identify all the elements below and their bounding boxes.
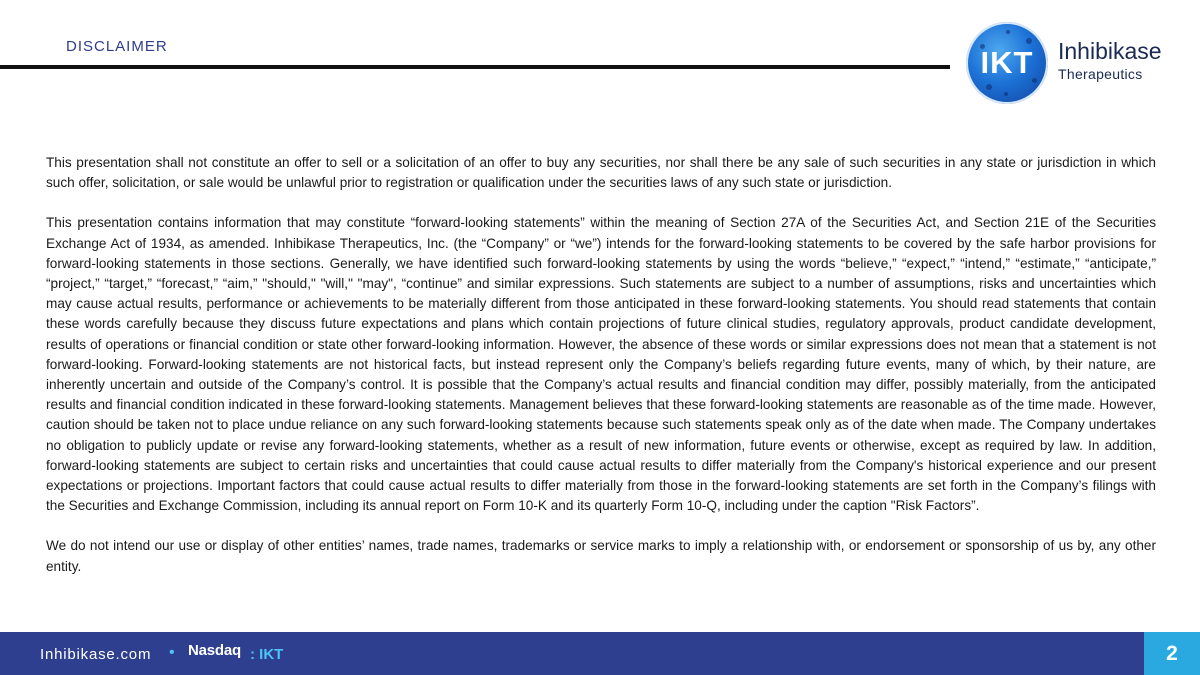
disclaimer-body <box>46 153 1156 597</box>
footer-bullet-icon: • <box>169 644 175 661</box>
footer-bar <box>0 632 1200 675</box>
logo-company-name: Inhibikase <box>1058 38 1162 64</box>
header-divider <box>0 65 950 69</box>
footer-exchange-logo: Nasdaq <box>188 642 241 659</box>
page-title: DISCLAIMER <box>66 38 168 55</box>
logo-company-subtitle: Therapeutics <box>1058 66 1143 82</box>
footer-website: Inhibikase.com <box>40 646 152 663</box>
page-number-badge: 2 <box>1144 632 1200 675</box>
company-logo <box>966 22 1166 104</box>
disclaimer-paragraph-trademarks: We do not intend our use or display of other entities’ names, trade names, trademarks or service marks to imply a relationship with, or endorsement or sponsorship of us by, any other entity. <box>46 538 1156 574</box>
logo-mark: IKT <box>980 45 1034 80</box>
footer-ticker: : IKT <box>250 646 284 663</box>
disclaimer-paragraph-forward-looking: This presentation contains information that may constitute “forward-looking statements” within the meaning of Section 27A of the Securities Act, and Section 21E of the Securities Exchange Act of 1934, as amended. Inhibikase Therapeutics, Inc. (the “Company” or “we”) intends for the forward-looking statements to be covered by the safe harbor provisions for forward-looking statements in those sections. Generally, we have identified such forward-looking statements by using the words “believe,” “expect,” “intend,” “estimate,” “anticipate,” “project,” “target,” “forecast,” “aim,” "should," "will," "may", “continue” and similar expressions. Such statements are subject to a number of assumptions, risks and uncertainties which may cause actual results, performance or achievements to be materially different from those anticipated in these forward-looking statements. You should read statements that contain these words carefully because they discuss future expectations and plans which contain projections of future clinical studies, regulatory approvals, product candidate development, results of operations or financial condition or state other forward-looking information. However, the absence of these words or similar expressions does not mean that a statement is not forward-looking. Forward-looking statements are not historical facts, but instead represent only the Company’s beliefs regarding future events, many of which, by their nature, are inherently uncertain and outside of the Company’s control. It is possible that the Company’s actual results and financial condition may differ, possibly materially, from the anticipated results and financial condition indicated in these forward-looking statements. Management believes that these forward-looking statements are reasonable as of the time made. However, caution should be taken not to place undue reliance on any such forward-looking statements because such statements speak only as of the date when made. The Company undertakes no obligation to publicly update or revise any forward-looking statements, whether as a result of new information, future events or otherwise, except as required by law. In addition, forward-looking statements are subject to certain risks and uncertainties that could cause actual results to differ materially from the Company's historical experience and our present expectations or projections. Important factors that could cause actual results to differ materially from those in the forward-looking statements are set forth in the Company’s filings with the Securities and Exchange Commission, including its annual report on Form 10-K and its quarterly Form 10-Q, including under the caption "Risk Factors”. <box>46 215 1156 514</box>
disclaimer-paragraph-offer: This presentation shall not constitute an offer to sell or a solicitation of an offer to buy any securities, nor shall there be any sale of such securities in any state or jurisdiction in which such offer, solicitation, or sale would be unlawful prior to registration or qualification under the securities laws of any such state or jurisdiction. <box>46 155 1156 191</box>
